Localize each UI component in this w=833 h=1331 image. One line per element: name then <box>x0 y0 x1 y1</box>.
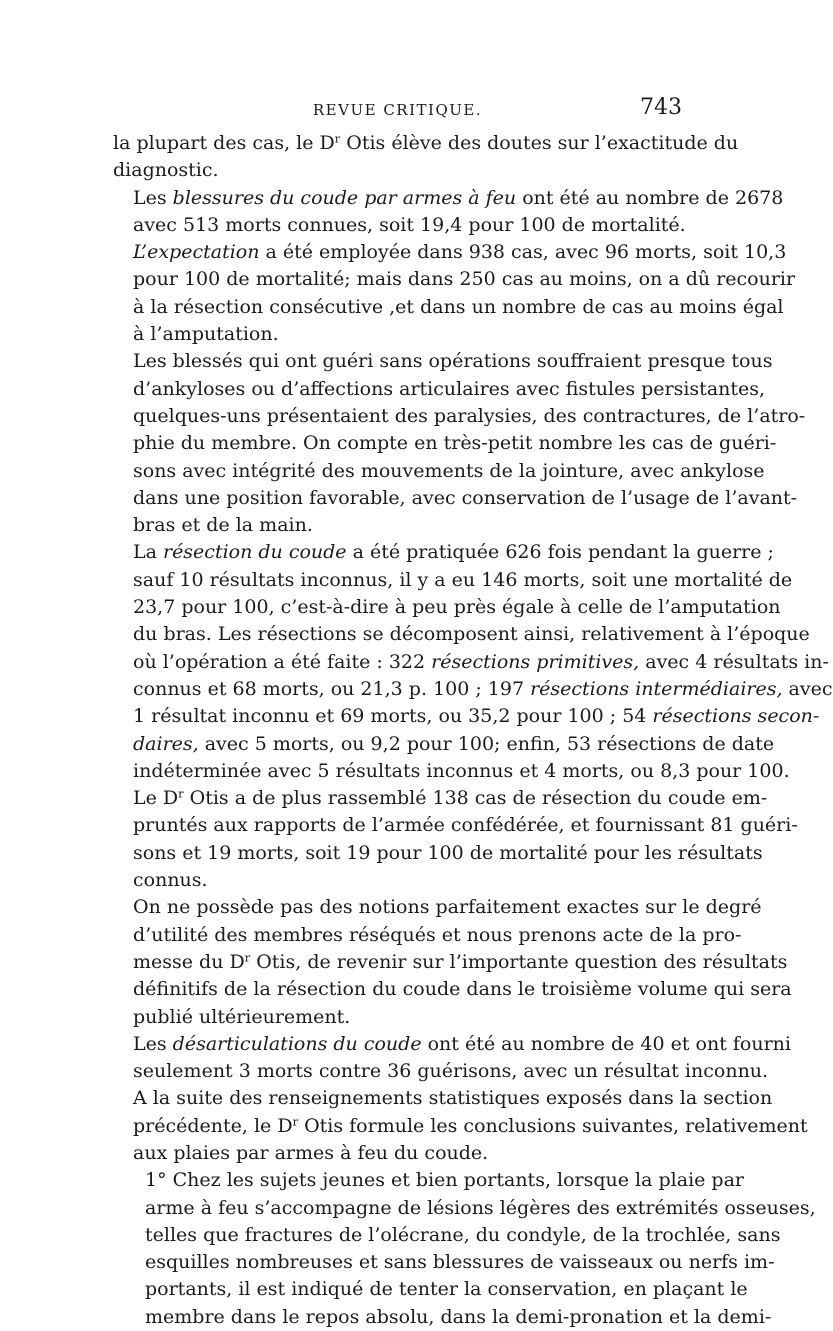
page-number: 743 <box>640 95 682 120</box>
text-run: indéterminée avec 5 résultats inconnus et 4 morts, ou 8,3 pour 100. <box>133 759 790 782</box>
text-run: sons et 19 morts, soit 19 pour 100 de mortalité pour les résultats <box>133 841 763 864</box>
text-line <box>113 922 742 949</box>
text-run: ont été au nombre de 2678 <box>516 186 784 209</box>
text-run: pour 100 de mortalité; mais dans 250 cas au moins, on a dû recourir <box>133 268 796 291</box>
text-line <box>113 185 784 212</box>
text-run: blessures du coude par armes à feu <box>172 186 517 209</box>
text-run: Otis a de plus rassemblé 138 cas de résection du coude em- <box>183 787 768 810</box>
paragraph <box>113 1031 791 1086</box>
text-line <box>113 840 763 867</box>
text-run: résections secon- <box>652 705 820 728</box>
text-line <box>113 130 739 157</box>
text-run: d’utilité des membres réséqués et nous prenons acte de la pro- <box>133 923 742 946</box>
text-line <box>113 376 766 403</box>
text-line <box>113 894 762 921</box>
text-run: messe du D <box>133 950 245 973</box>
text-line <box>113 458 765 485</box>
text-line <box>113 867 688 894</box>
text-run: La <box>133 541 163 564</box>
text-line <box>113 1004 688 1031</box>
text-run: bras et de la main. <box>133 514 313 537</box>
text-line <box>113 266 796 293</box>
paragraph <box>113 348 806 539</box>
text-run: diagnostic. <box>113 159 219 182</box>
text-run: d’ankyloses ou d’affections articulaires avec fistules persistantes, <box>133 377 766 400</box>
text-run: r <box>244 950 251 965</box>
text-line <box>113 294 784 321</box>
paragraph <box>113 185 784 240</box>
text-line <box>113 1304 772 1331</box>
text-line <box>113 1113 808 1140</box>
text-run: phie du membre. On compte en très-petit nombre les cas de guéri- <box>133 432 777 455</box>
text-line <box>113 1058 769 1085</box>
text-line <box>113 949 788 976</box>
text-line <box>113 976 792 1003</box>
text-line <box>113 1276 748 1303</box>
text-run: aux plaies par armes à feu du coude. <box>133 1141 489 1164</box>
text-run: r <box>178 786 184 801</box>
paragraph <box>113 1167 816 1331</box>
text-run: quelques-uns présentaient des paralysies, des contractures, de l’atro- <box>133 404 806 427</box>
paragraph <box>113 894 792 1030</box>
paragraph <box>113 239 796 348</box>
text-line <box>113 1249 775 1276</box>
text-run: Le D <box>133 787 179 810</box>
text-run: pruntés aux rapports de l’armée confédérée, et fournissant 81 guéri- <box>133 814 798 837</box>
paragraph <box>113 785 798 894</box>
text-line <box>113 785 768 812</box>
text-line <box>113 539 774 566</box>
text-run: 1° Chez les sujets jeunes et bien portants, lorsque la plaie par <box>145 1169 745 1192</box>
text-line <box>113 703 820 730</box>
text-line <box>113 676 833 703</box>
text-line <box>113 239 787 266</box>
text-run: Les <box>133 186 173 209</box>
text-run: connus et 68 morts, ou 21,3 p. 100 ; 197 <box>133 677 531 700</box>
text-run: connus. <box>133 869 208 892</box>
text-run: sons avec intégrité des mouvements de la jointure, avec ankylose <box>133 459 765 482</box>
text-run: désarticulations du coude <box>172 1032 422 1055</box>
page-header <box>113 95 682 125</box>
text-line <box>113 1031 791 1058</box>
text-run: du bras. Les résections se décomposent ainsi, relativement à l’époque <box>133 623 810 646</box>
text-line <box>113 1085 773 1112</box>
text-run: membre dans le repos absolu, dans la demi-pronation et la demi- <box>145 1305 772 1328</box>
text-line <box>113 1222 781 1249</box>
text-run: Otis formule les conclusions suivantes, relativement <box>298 1114 808 1137</box>
text-run: ont été au nombre de 40 et ont fourni <box>421 1032 791 1055</box>
text-line <box>113 812 798 839</box>
text-run: seulement 3 morts contre 36 guérisons, avec un résultat inconnu. <box>133 1060 769 1083</box>
text-run: 23,7 pour 100, c’est-à-dire à peu près égale à celle de l’amputation <box>133 596 781 619</box>
paragraph <box>113 130 739 185</box>
text-run: r <box>334 131 341 146</box>
text-run: à l’amputation. <box>133 323 279 346</box>
paragraph <box>113 1085 808 1167</box>
text-run: Otis, de revenir sur l’importante question des résultats <box>250 950 788 973</box>
text-run: résections intermédiaires, <box>530 677 783 700</box>
text-run: avec <box>782 677 833 700</box>
text-run: On ne possède pas des notions parfaitement exactes sur le degré <box>133 896 762 919</box>
text-line <box>113 1167 745 1194</box>
text-run: A la suite des renseignements statistiques exposés dans la section <box>133 1087 773 1110</box>
text-run: a été employée dans 938 cas, avec 96 morts, soit 10,3 <box>259 241 787 264</box>
text-line <box>113 758 790 785</box>
text-run: sauf 10 résultats inconnus, il y a eu 146 morts, soit une mortalité de <box>133 568 793 591</box>
text-run: esquilles nombreuses et sans blessures de vaisseaux ou nerfs im- <box>145 1251 775 1274</box>
text-line <box>113 348 773 375</box>
text-line <box>113 157 688 184</box>
text-run: avec 513 morts connues, soit 19,4 pour 100 de mortalité. <box>133 213 686 236</box>
text-line <box>113 621 810 648</box>
text-line <box>113 594 781 621</box>
text-run: daires, <box>133 732 199 755</box>
paragraph <box>113 539 833 785</box>
text-run: r <box>292 1114 299 1129</box>
text-line <box>113 512 688 539</box>
text-run: 1 résultat inconnu et 69 morts, ou 35,2 pour 100 ; 54 <box>133 705 653 728</box>
text-line <box>113 321 688 348</box>
text-run: précédente, le D <box>133 1114 293 1137</box>
text-run: la plupart des cas, le D <box>113 132 335 154</box>
text-run: telles que fractures de l’olécrane, du condyle, de la trochlée, sans <box>145 1223 781 1246</box>
text-line <box>113 1140 688 1167</box>
text-run: définitifs de la résection du coude dans le troisième volume qui sera <box>133 978 792 1001</box>
body-text <box>113 130 833 1331</box>
text-run: Les <box>133 1032 173 1055</box>
text-run: résection du coude <box>162 541 347 564</box>
text-line <box>113 649 829 676</box>
text-run: Les blessés qui ont guéri sans opérations souffraient presque tous <box>133 350 773 373</box>
text-line <box>113 403 806 430</box>
text-run: avec 4 résultats in- <box>639 650 829 673</box>
text-line <box>113 731 775 758</box>
text-run: L’expectation <box>133 241 260 264</box>
text-run: portants, il est indiqué de tenter la conservation, en plaçant le <box>145 1278 748 1301</box>
text-run: publié ultérieurement. <box>133 1005 351 1028</box>
text-run: dans une position favorable, avec conservation de l’usage de l’avant- <box>133 486 798 509</box>
text-run: résections primitives, <box>431 650 640 673</box>
text-line <box>113 567 793 594</box>
text-run: Otis élève des doutes sur l’exactitude du <box>340 132 739 154</box>
running-title: REVUE CRITIQUE. <box>312 101 483 119</box>
text-run: avec 5 morts, ou 9,2 pour 100; enfin, 53 résections de date <box>198 732 775 755</box>
text-run: arme à feu s’accompagne de lésions légères des extrémités osseuses, <box>145 1196 816 1219</box>
text-line <box>113 1195 816 1222</box>
text-line <box>113 212 688 239</box>
text-run: a été pratiquée 626 fois pendant la guerre ; <box>346 541 774 564</box>
text-line <box>113 430 777 457</box>
text-run: à la résection consécutive ,et dans un nombre de cas au moins égal <box>133 295 784 318</box>
text-line <box>113 485 798 512</box>
text-run: où l’opération a été faite : 322 <box>133 650 432 673</box>
